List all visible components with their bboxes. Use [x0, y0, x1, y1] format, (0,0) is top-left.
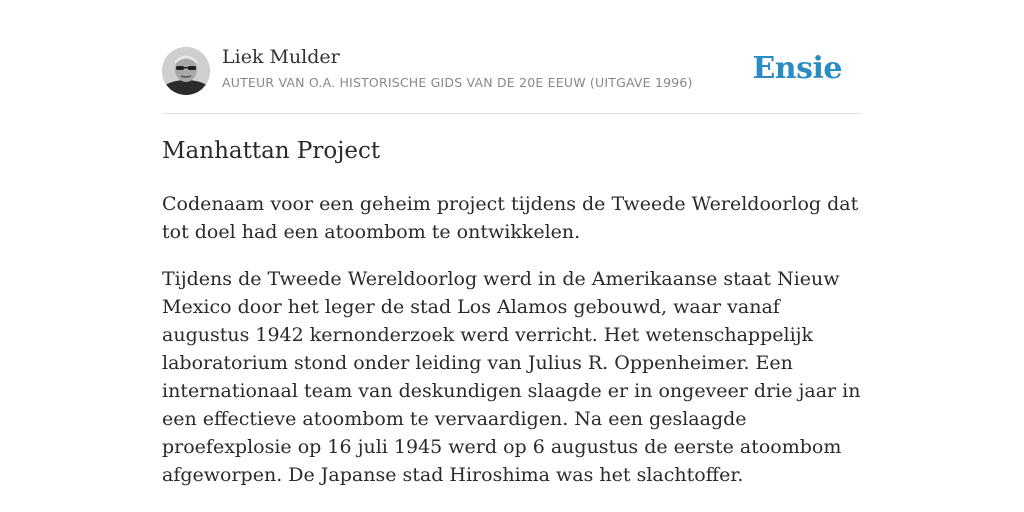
author-avatar[interactable]	[162, 47, 210, 95]
article-card	[162, 0, 862, 486]
author-name[interactable]: Liek Mulder	[222, 46, 340, 68]
brand-logo[interactable]: Ensie	[752, 51, 842, 86]
author-description: AUTEUR VAN O.A. HISTORISCHE GIDS VAN DE 20E EEUW (UITGAVE 1996)	[222, 75, 693, 90]
author-header	[162, 0, 862, 114]
person-photo-icon	[162, 47, 210, 95]
article-title: Manhattan Project	[162, 138, 381, 164]
article-paragraph: Tijdens de Tweede Wereldoorlog werd in de Amerikaanse staat Nieuw Mexico door het leger de stad Los Alamos gebouwd, waar vanaf augustus 1942 kernonderzoek werd verricht. Het wetenschappelijk laboratorium stond onder leiding van Julius R. Oppenheimer. Een internationaal team van deskundigen slaagde er in ongeveer drie jaar in een effectieve atoombom te vervaardigen. Na een geslaagde proefexplosie op 16 juli 1945 werd op 6 augustus de eerste atoombom afgeworpen. De Japanse stad Hiroshima was het slachtoffer.	[162, 268, 861, 486]
article-paragraph: Codenaam voor een geheim project tijdens de Tweede Wereldoorlog dat tot doel had een atoombom te ontwikkelen.	[162, 193, 859, 243]
